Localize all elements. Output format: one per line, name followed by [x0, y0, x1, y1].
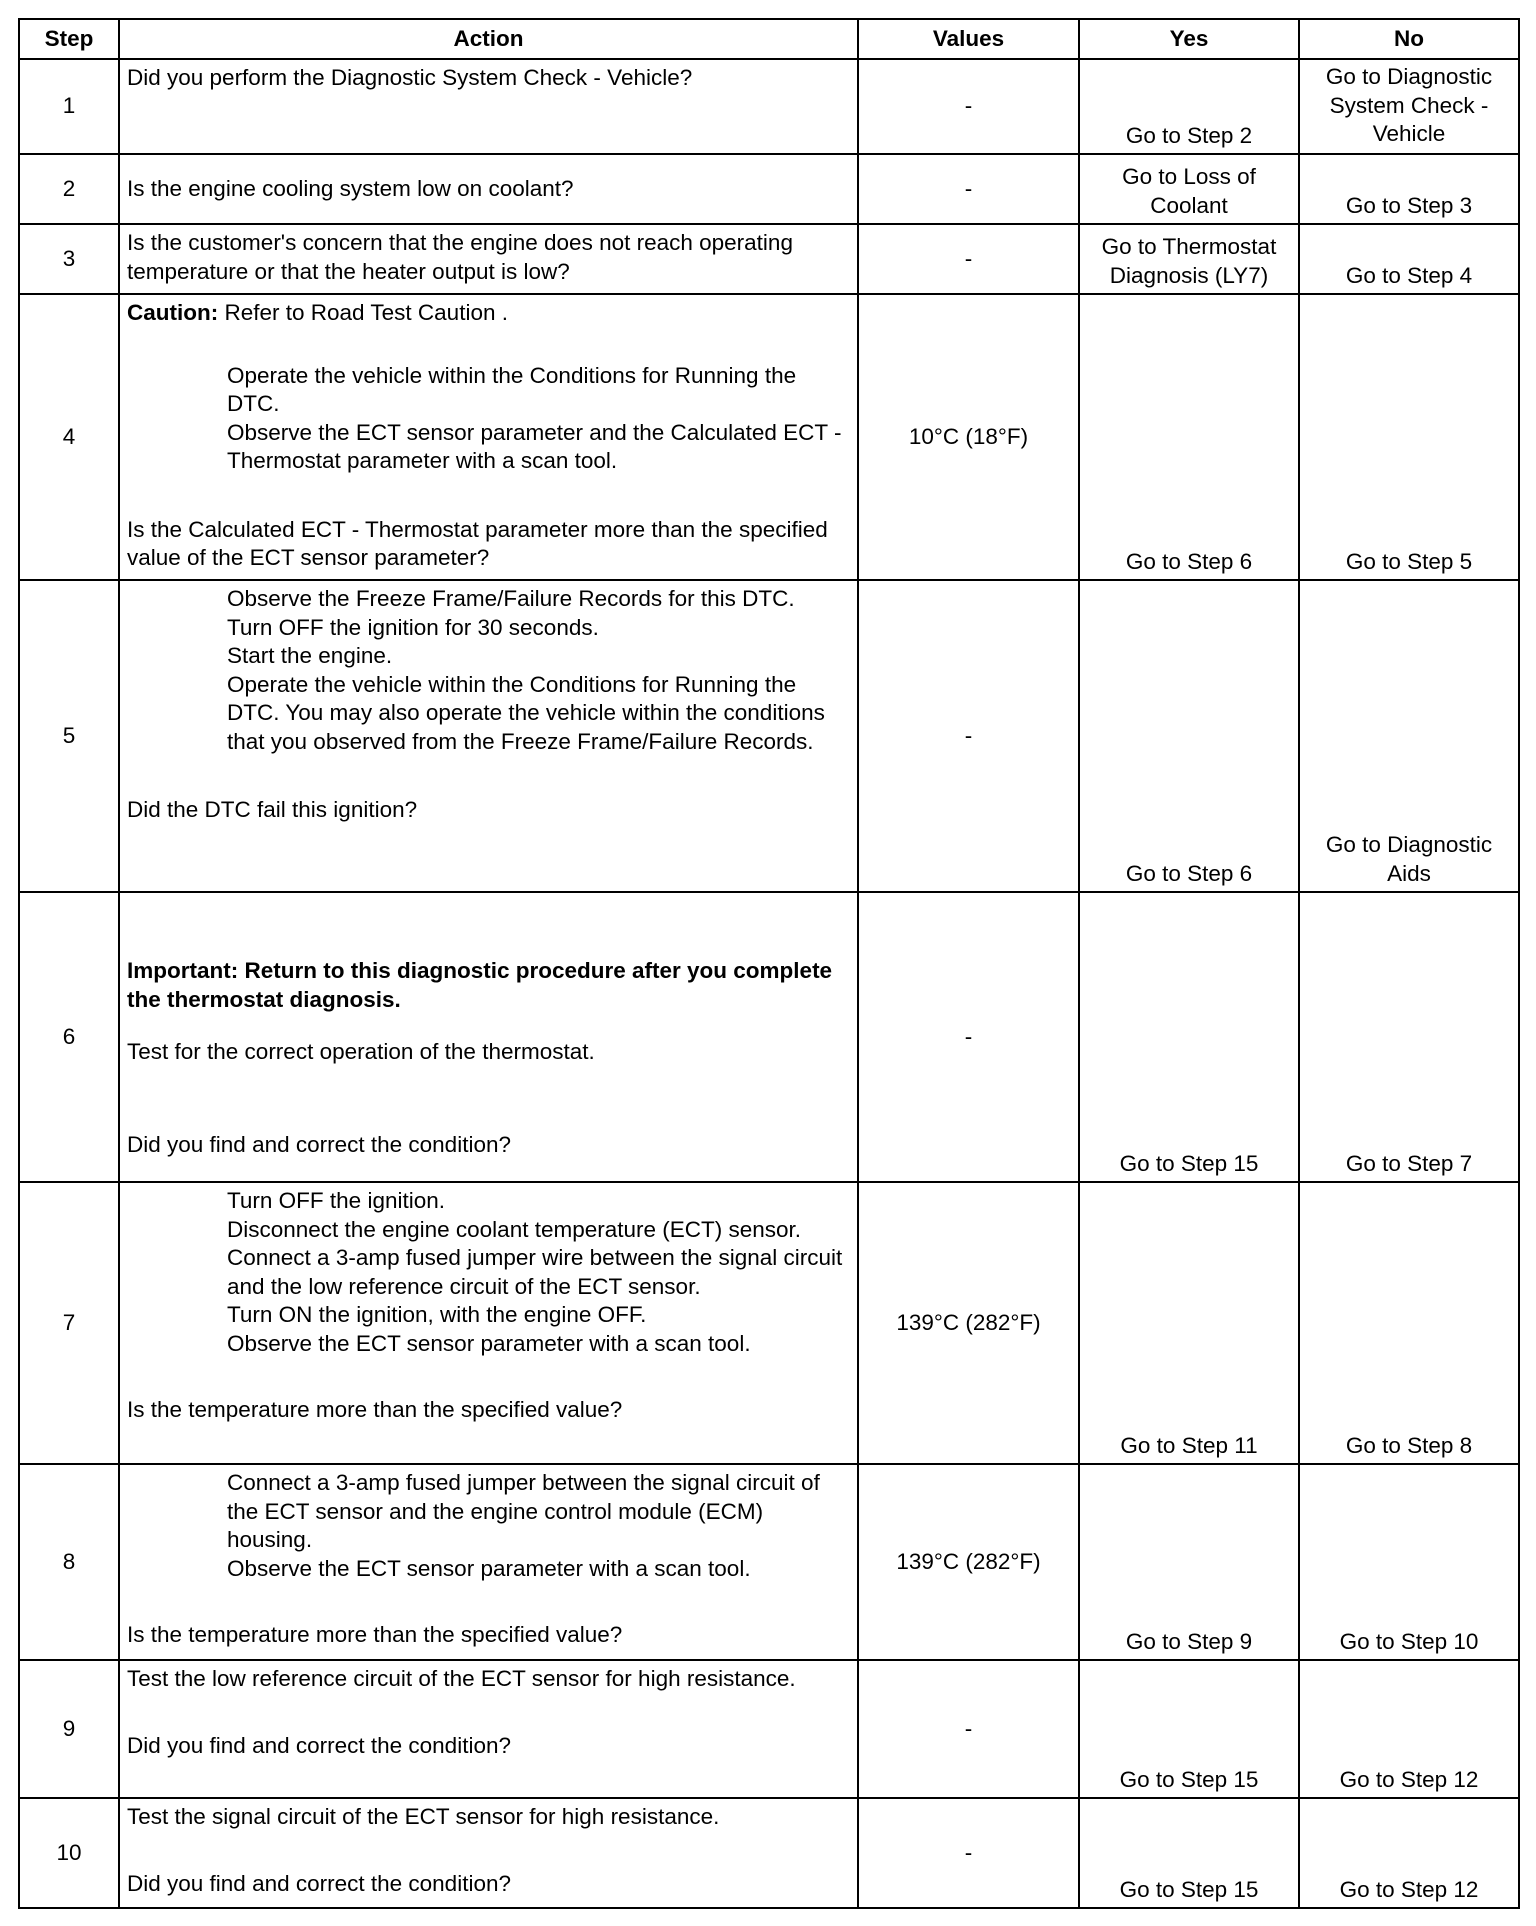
action-cell — [119, 1660, 858, 1798]
yes-link[interactable]: Go to Step 15 — [1079, 1798, 1299, 1908]
action-cell — [119, 892, 858, 1182]
no-link[interactable]: Go to Diagnostic Aids — [1299, 580, 1519, 892]
yes-link[interactable]: Go to Step 9 — [1079, 1464, 1299, 1660]
yes-link[interactable]: Go to Step 15 — [1079, 892, 1299, 1182]
action-question: Is the temperature more than the specified value? — [127, 1397, 623, 1422]
action-cell — [119, 1798, 858, 1908]
value-cell: 10°C (18°F) — [858, 294, 1079, 580]
action-question: Did you perform the Diagnostic System Check - Vehicle? — [127, 65, 693, 90]
value-cell: 139°C (282°F) — [858, 1464, 1079, 1660]
instruction-step: Turn ON the ignition, with the engine OFF. — [227, 1302, 647, 1327]
table-row — [19, 1798, 1519, 1908]
instruction-step: Start the engine. — [227, 643, 393, 668]
no-link[interactable]: Go to Step 7 — [1299, 892, 1519, 1182]
action-text: Test for the correct operation of the thermostat. — [127, 1039, 595, 1064]
action-cell — [119, 294, 858, 580]
step-number: 9 — [19, 1660, 119, 1798]
yes-link[interactable]: Go to Step 2 — [1079, 59, 1299, 154]
header-action: Action — [119, 19, 858, 59]
instruction-step: Observe the Freeze Frame/Failure Records for this DTC. — [227, 586, 795, 611]
table-row — [19, 1182, 1519, 1464]
instruction-step: Connect a 3-amp fused jumper between the signal circuit of the ECT sensor and the engine control module (ECM) housing. — [227, 1470, 820, 1552]
step-number: 6 — [19, 892, 119, 1182]
table-row — [19, 892, 1519, 1182]
instruction-step: Connect a 3-amp fused jumper wire between the signal circuit and the low reference circuit of the ECT sensor. — [227, 1245, 843, 1299]
value-cell: 139°C (282°F) — [858, 1182, 1079, 1464]
value-cell: - — [858, 580, 1079, 892]
header-no: No — [1299, 19, 1519, 59]
no-link[interactable]: Go to Step 8 — [1299, 1182, 1519, 1464]
no-link[interactable]: Go to Step 12 — [1299, 1660, 1519, 1798]
action-cell — [119, 1464, 858, 1660]
action-text: Test the low reference circuit of the ECT sensor for high resistance. — [127, 1666, 796, 1691]
action-question: Is the Calculated ECT - Thermostat parameter more than the specified value of the ECT sensor parameter? — [127, 516, 828, 570]
yes-link[interactable]: Go to Step 6 — [1079, 294, 1299, 580]
value-cell: - — [858, 154, 1079, 224]
table-row — [19, 224, 1519, 294]
step-number: 3 — [19, 224, 119, 294]
diagnostic-table — [18, 18, 1520, 1909]
caution-text: Refer to Road Test Caution . — [218, 300, 508, 325]
action-cell — [119, 154, 858, 224]
instruction-step: Turn OFF the ignition for 30 seconds. — [227, 614, 599, 640]
step-number: 8 — [19, 1464, 119, 1660]
table-row — [19, 1464, 1519, 1660]
table-row — [19, 580, 1519, 892]
value-cell: - — [858, 892, 1079, 1182]
action-question: Is the customer's concern that the engine does not reach operating temperature or that the heater output is low? — [127, 230, 793, 284]
table-row — [19, 154, 1519, 224]
value-cell: - — [858, 224, 1079, 294]
table-row — [19, 1660, 1519, 1798]
yes-link[interactable]: Go to Thermostat Diagnosis (LY7) — [1079, 224, 1299, 294]
instruction-step: Operate the vehicle within the Conditions for Running the DTC. You may also operate the vehicle within the conditions that you observed from the Freeze Frame/Failure Records. — [227, 671, 825, 754]
action-question: Did you find and correct the condition? — [127, 1131, 511, 1157]
action-question: Did you find and correct the condition? — [127, 1732, 511, 1758]
action-cell — [119, 224, 858, 294]
action-cell — [119, 580, 858, 892]
step-number: 1 — [19, 59, 119, 154]
value-cell: - — [858, 59, 1079, 154]
header-values: Values — [858, 19, 1079, 59]
header-yes: Yes — [1079, 19, 1299, 59]
yes-link[interactable]: Go to Step 11 — [1079, 1182, 1299, 1464]
header-step: Step — [19, 19, 119, 59]
instruction-step: Turn OFF the ignition. — [227, 1188, 446, 1213]
value-cell: - — [858, 1798, 1079, 1908]
table-row — [19, 294, 1519, 580]
value-cell: - — [858, 1660, 1079, 1798]
action-question: Is the temperature more than the specified value? — [127, 1622, 623, 1647]
instruction-step: Disconnect the engine coolant temperature (ECT) sensor. — [227, 1216, 802, 1242]
no-link[interactable]: Go to Step 3 — [1299, 154, 1519, 224]
important-note: Important: Return to this diagnostic procedure after you complete the thermostat diagnosis. — [127, 958, 833, 1012]
caution-label: Caution: — [127, 300, 219, 325]
caution-line — [127, 299, 851, 328]
action-question: Did you find and correct the condition? — [127, 1870, 511, 1896]
step-number: 10 — [19, 1798, 119, 1908]
header-row — [19, 19, 1519, 59]
no-link[interactable]: Go to Diagnostic System Check - Vehicle — [1299, 59, 1519, 154]
no-link[interactable]: Go to Step 12 — [1299, 1798, 1519, 1908]
step-number: 2 — [19, 154, 119, 224]
action-cell — [119, 1182, 858, 1464]
action-cell — [119, 59, 858, 154]
yes-link[interactable]: Go to Step 15 — [1079, 1660, 1299, 1798]
instruction-step: Observe the ECT sensor parameter and the Calculated ECT - Thermostat parameter with a scan tool. — [227, 419, 842, 473]
no-link[interactable]: Go to Step 10 — [1299, 1464, 1519, 1660]
action-text: Test the signal circuit of the ECT sensor for high resistance. — [127, 1804, 720, 1829]
no-link[interactable]: Go to Step 5 — [1299, 294, 1519, 580]
step-number: 4 — [19, 294, 119, 580]
instruction-step: Observe the ECT sensor parameter with a scan tool. — [227, 1330, 751, 1356]
step-number: 7 — [19, 1182, 119, 1464]
action-question: Did the DTC fail this ignition? — [127, 797, 418, 822]
yes-link[interactable]: Go to Step 6 — [1079, 580, 1299, 892]
table-row — [19, 59, 1519, 154]
instruction-step: Operate the vehicle within the Conditions for Running the DTC. — [227, 362, 797, 416]
yes-link[interactable]: Go to Loss of Coolant — [1079, 154, 1299, 224]
step-number: 5 — [19, 580, 119, 892]
no-link[interactable]: Go to Step 4 — [1299, 224, 1519, 294]
action-question: Is the engine cooling system low on coolant? — [127, 175, 574, 201]
instruction-step: Observe the ECT sensor parameter with a scan tool. — [227, 1555, 751, 1581]
